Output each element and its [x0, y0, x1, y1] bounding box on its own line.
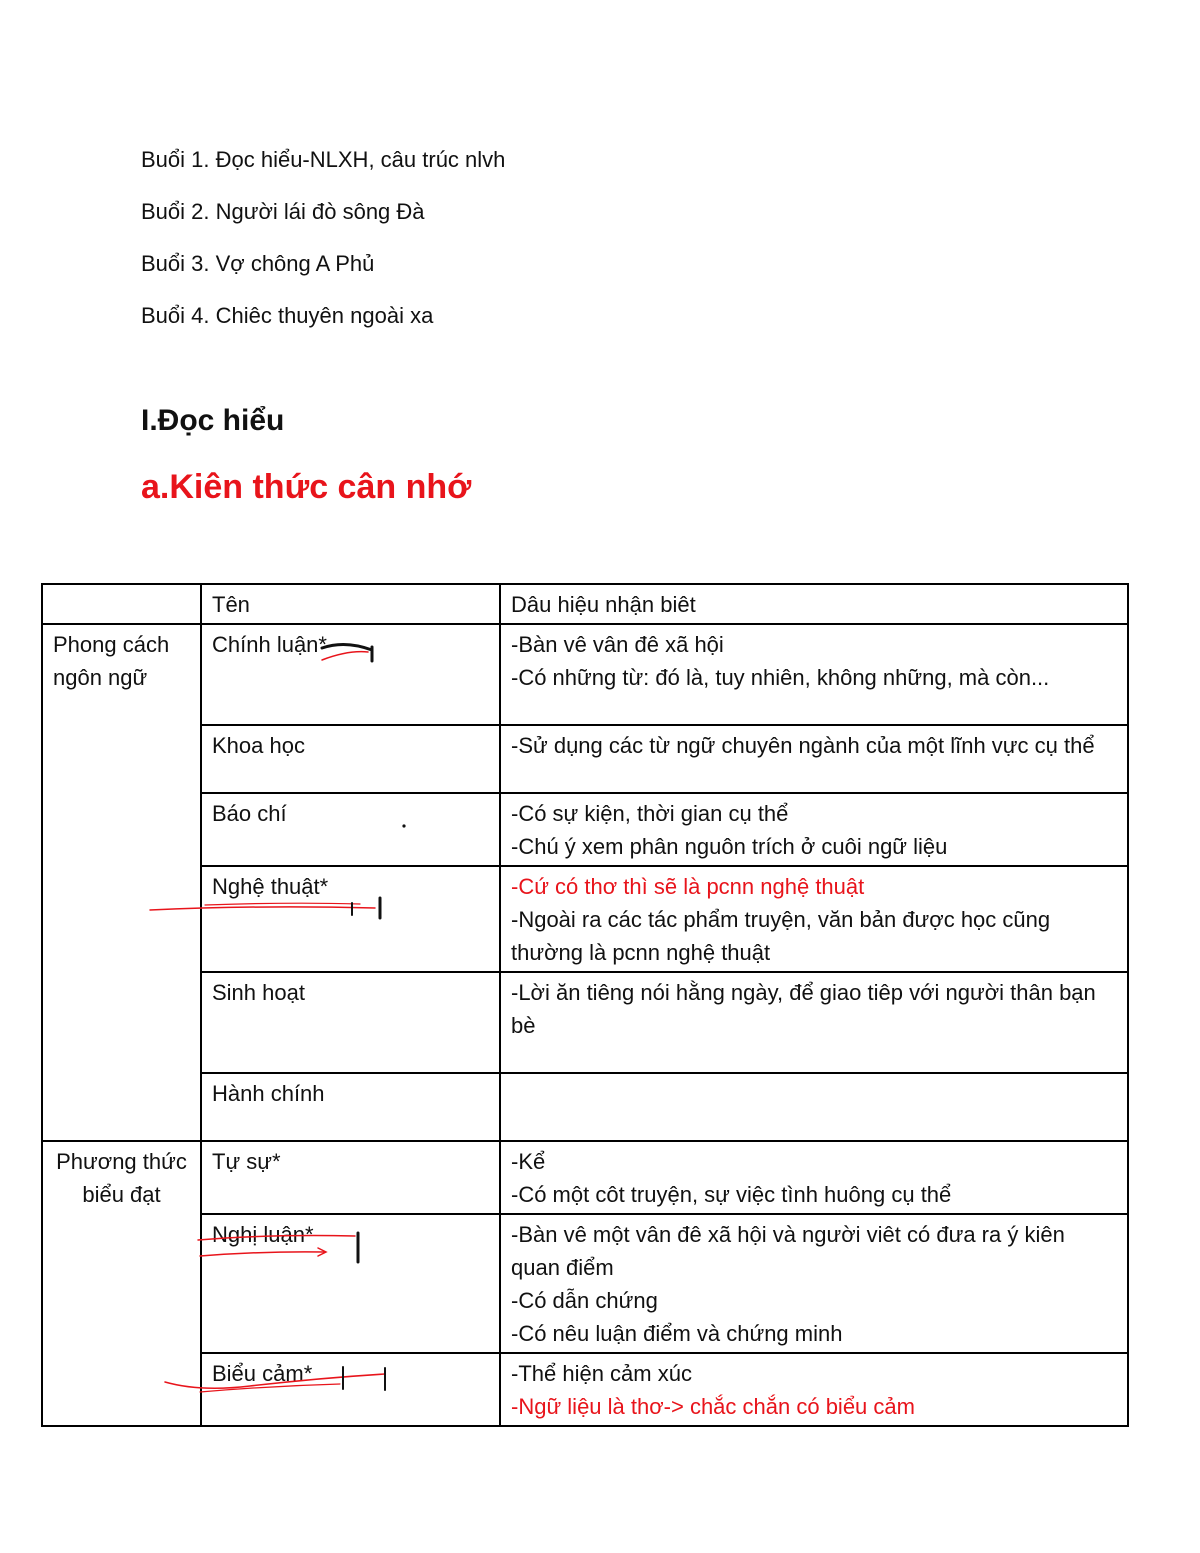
table-row: [42, 725, 1128, 793]
knowledge-table: [41, 583, 1129, 1427]
sign-line: -Ngoài ra các tác phẩm truyện, văn bản được học cũng thường là pcnn nghệ thuật: [511, 907, 1051, 965]
table-row: [42, 1141, 1128, 1214]
session-item-2: Buổi 2. Người lái đò sông Đà: [141, 199, 425, 224]
row-signs: [500, 972, 1128, 1073]
sign-line-highlight: -Cứ có thơ thì sẽ là pcnn nghệ thuật: [511, 874, 865, 899]
row-name: Sinh hoạt: [201, 972, 500, 1073]
row-name: Báo chí: [201, 793, 500, 866]
section-title: I.Đọc hiểu: [141, 404, 285, 437]
row-name: Hành chính: [201, 1073, 500, 1141]
sign-line: -Thể hiện cảm xúc: [511, 1361, 692, 1386]
row-signs: [500, 624, 1128, 725]
sign-line: -Có dẫn chứng: [511, 1288, 658, 1313]
sign-line: -Kể: [511, 1149, 546, 1174]
row-signs: [500, 793, 1128, 866]
session-list: [141, 144, 505, 352]
sign-line: -Sử dụng các từ ngữ chuyên ngành của một lĩnh vực cụ thể: [511, 733, 1095, 758]
table-row: [42, 972, 1128, 1073]
sign-line: -Bàn vê một vân đê xã hội và người viêt có đưa ra ý kiên quan điểm: [511, 1222, 1065, 1280]
row-name: Tự sự*: [201, 1141, 500, 1214]
sign-line: -Có sự kiện, thời gian cụ thể: [511, 801, 789, 826]
session-item-4: Buổi 4. Chiêc thuyên ngoài xa: [141, 303, 434, 328]
group-label-style: Phong cách ngôn ngữ: [42, 624, 201, 1141]
table-header-row: [42, 584, 1128, 624]
row-signs-empty: [500, 1073, 1128, 1141]
table-row: [42, 1214, 1128, 1353]
row-name: Chính luận*: [201, 624, 500, 725]
subsection-title: a.Kiên thức cân nhớ: [141, 468, 472, 506]
group-label-mode: Phương thức biểu đạt: [42, 1141, 201, 1426]
sign-line: -Có một côt truyện, sự việc tình huông cụ thể: [511, 1182, 952, 1207]
row-name: Nghị luận*: [201, 1214, 500, 1353]
sign-line: -Bàn vê vân đê xã hội: [511, 632, 724, 657]
row-signs: [500, 1141, 1128, 1214]
sign-line: -Có những từ: đó là, tuy nhiên, không những, mà còn...: [511, 665, 1050, 690]
row-signs: [500, 1353, 1128, 1426]
header-name-cell: Tên: [201, 584, 500, 624]
table-row: [42, 1353, 1128, 1426]
sign-line: -Chú ý xem phân nguôn trích ở cuôi ngữ liệu: [511, 834, 948, 859]
table-row: [42, 866, 1128, 972]
row-signs: [500, 725, 1128, 793]
row-signs: [500, 1214, 1128, 1353]
row-name: Nghệ thuật*: [201, 866, 500, 972]
sign-line: -Có nêu luận điểm và chứng minh: [511, 1321, 843, 1346]
sign-line: -Lời ăn tiêng nói hằng ngày, để giao tiêp với người thân bạn bè: [511, 980, 1096, 1038]
row-name: Khoa học: [201, 725, 500, 793]
session-item-3: Buổi 3. Vợ chông A Phủ: [141, 251, 375, 276]
sign-line-highlight: -Ngữ liệu là thơ-> chắc chắn có biểu cảm: [511, 1394, 915, 1419]
header-signs-cell: Dâu hiệu nhận biêt: [500, 584, 1128, 624]
table-row: [42, 1073, 1128, 1141]
header-empty-cell: [42, 584, 201, 624]
row-signs: [500, 866, 1128, 972]
table-row: [42, 793, 1128, 866]
session-item-1: Buổi 1. Đọc hiểu-NLXH, câu trúc nlvh: [141, 147, 506, 172]
row-name: Biểu cảm*: [201, 1353, 500, 1426]
table-row: [42, 624, 1128, 725]
